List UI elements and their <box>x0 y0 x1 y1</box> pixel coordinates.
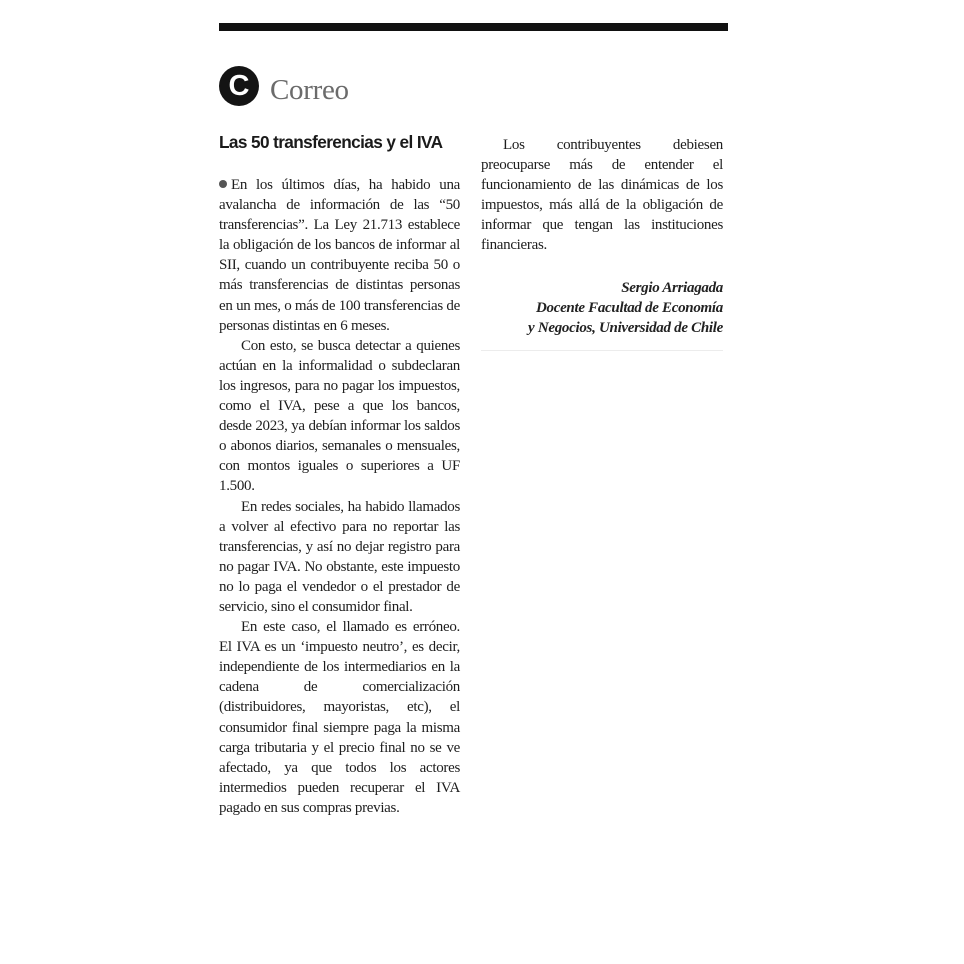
signature-affiliation: y Negocios, Universidad de Chile <box>528 319 723 336</box>
signature <box>481 278 723 338</box>
paragraph-5-text: Los contribuyentes debiesen preocuparse más de entender el funcionamiento de las dinámicas de los impuestos, más allá de la obligación de informar que tengan las instituciones financieras. <box>481 137 723 254</box>
top-rule <box>219 23 728 31</box>
paragraph-1-text: En los últimos días, ha habido una avalancha de información de las “50 transferencias”. La Ley 21.713 establece la obligación de los bancos de informar al SII, cuando un contribuyente reciba 50 o más transferencias de distintas personas en un mes, o más de 100 transferencias de personas distintas en 6 meses. <box>219 177 460 334</box>
paragraph-3-text: En redes sociales, ha habido llamados a volver al efectivo para no reportar las transferencias, y así no dejar registro para no pagar IVA. No obstante, este impuesto no lo paga el vendedor o el prestador de servicio, sino el consumidor final. <box>219 498 460 615</box>
signature-title: Docente Facultad de Economía <box>535 299 723 316</box>
end-rule <box>481 350 723 351</box>
section-logo: C <box>219 66 259 106</box>
letter-column-left <box>219 131 460 818</box>
paragraph-2-text: Con esto, se busca detectar a quienes actúan en la informalidad o subdeclaran los ingresos, para no pagar los impuestos, como el IVA, pese a que los bancos, desde 2023, ya debían informar los saldos o abonos diarios, semanales o mensuales, con montos iguales o superiores a UF 1.500. <box>219 337 460 495</box>
section-header <box>219 66 349 106</box>
letter-column-right <box>481 135 723 351</box>
paragraph-4 <box>219 617 460 818</box>
paragraph-2 <box>219 336 460 497</box>
signature-name: Sergio Arriagada <box>621 279 723 296</box>
section-title: Correo <box>270 74 349 106</box>
letter-headline: Las 50 transferencias y el IVA <box>219 132 443 152</box>
paragraph-1 <box>219 175 460 336</box>
letter-body-continued <box>481 135 723 256</box>
paragraph-4-text: En este caso, el llamado es erróneo. El IVA es un ‘impuesto neutro’, es decir, independiente de los intermediarios en la cadena de comercialización (distribuidores, mayoristas, etc), el consumidor final siempre paga la misma carga tributaria y el precio final no se ve afectado, ya que todos los actores intermedios pueden recuperar el IVA pagado en sus compras previas. <box>219 619 460 816</box>
bullet-icon <box>219 180 227 188</box>
letter-body <box>219 175 460 818</box>
paragraph-5 <box>481 135 723 256</box>
paragraph-3 <box>219 497 460 618</box>
